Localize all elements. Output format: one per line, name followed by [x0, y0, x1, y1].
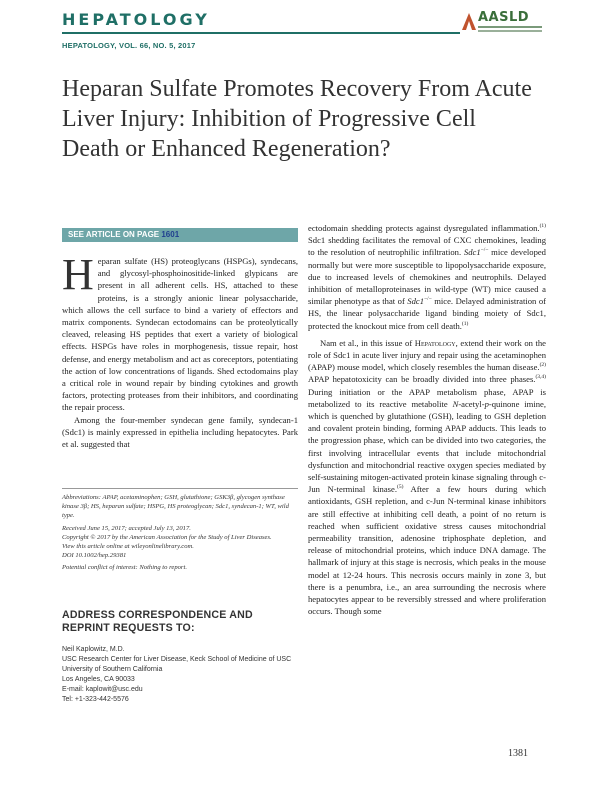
received-dates: Received June 15, 2017; accepted July 13, 2017. — [62, 524, 191, 532]
aasld-wordmark: AASLD — [478, 10, 530, 25]
see-article-banner[interactable] — [62, 228, 298, 242]
conflict-statement: Potential conflict of interest: Nothing to report. — [62, 564, 187, 572]
journal-name: HEPATOLOGY — [62, 10, 210, 29]
correspondence-heading: ADDRESS CORRESPONDENCE AND REPRINT REQUESTS TO: — [62, 609, 253, 634]
see-article-label: SEE ARTICLE ON PAGE — [68, 230, 160, 239]
correspondence-address — [62, 645, 298, 705]
left-column — [62, 250, 298, 450]
aasld-leaf-icon — [460, 10, 478, 32]
doi[interactable]: DOI 10.1002/hep.29381 — [62, 552, 127, 560]
body-paragraph: ectodomain shedding protects against dysregulated inflammation.$^{(1)}$ Sdc1 shedding facilitates the removal of CXC chemokines, leading to the resolution of neutrophilic infiltration. Sdc1−/− mice developed normally but were more susceptible to lipopolysaccharide exposure, due to increased levels of chemokines and neutrophils. Delayed inhibition of metalloproteinases in wild-type (WT) mice caused a similar phenotype as that of Sdc1−/− mice. Delayed administration of HS, the linear polysaccharide ligand binding moiety of Sdc1, protected the knockout mice from cell death.$^{(1)}$ — [308, 223, 546, 331]
copyright: Copyright © 2017 by the American Association for the Study of Liver Diseases. — [62, 533, 272, 541]
telephone: Tel: +1-323-442-5576 — [62, 696, 129, 703]
abbreviations: Abbreviations: APAP, acetaminophen; GSH, glutathione; GSK3β, glycogen synthase kinase 3β; HS, heparan sulfate; HSPG, HS proteoglycan; Sdc1, syndecan-1; WT, wild type. — [62, 494, 289, 520]
see-article-page-link[interactable]: 1601 — [161, 230, 180, 239]
intro-paragraph: Heparan sulfate (HS) proteoglycans (HSPGs), syndecans, and glycosyl-phosphoinositide-linked glypicans are present in all adherent cells. HS, attached to these proteins, is a strongly anionic linear polysaccharide, which allows the cell surface to bind a variety of effectors and matrix components. Syndecan ectodomains can be proteolytically cleaved, releasing HS peptides that exert a variety of biological effects. HSPGs have roles in morphogenesis, tissue repair, host defense, and energy metabolism and act as coreceptors, potentiating the action of low concentrations of ligands. Shed ectodomains play a critical role in wound repair by binding cytokines and growth factors, protecting proteases from their inhibitors, and coordinating the repair process. — [62, 250, 298, 413]
email[interactable]: E-mail: kaplowit@usc.edu — [62, 686, 143, 693]
journal-citation: HEPATOLOGY, VOL. 66, NO. 5, 2017 — [62, 41, 196, 50]
aasld-logo — [460, 10, 540, 40]
body-paragraph: Nam et al., in this issue of Hepatology, extend their work on the role of Sdc1 in acute liver injury and repair using the acetaminophen (APAP) mouse model, which closely resembles the human disease.$^{(2)}$ APAP hepatotoxicity can be broadly divided into three phases.$^{(3,4)}$ During initiation or the APAP metabolism phase, APAP is metabolized to its reactive metabolite N-acetyl-p-quinone imine, which is quenched by glutathione (GSH), leading to GSH depletion and covalent protein binding, forming APAP adducts. This leads to the progression phase, which can be divided into two categories, the first involving intracellular events that include mitochondrial dysfunction and mitochondrial reactive oxygen species mediated by self-sustaining mitogen-activated protein kinase signaling through c-Jun N-terminal kinase.$^{(5)}$ After a few hours during which antioxidants, GSH repletion, and c-Jun N-terminal kinase inhibitors are still effective at inhibiting cell death, a point of no return is reached when sufficient oxidative stress causes mitochondrial permeability transition, adenosine triphosphate depletion, and release of mitochondrial proteins, which induce DNA damage. The hallmark of injury at this stage is necrosis, which peaks in the mouse model at 12-24 hours. This necrosis occurs mainly in zone 3, but there is a penumbra, i.e., an area surrounding the necrosis where hepatocytes appear to be reversibly stressed and where proliferation occurs. Though some — [308, 337, 546, 617]
address-line: USC Research Center for Liver Disease, Keck School of Medicine of USC — [62, 656, 292, 663]
page-number: 1381 — [508, 748, 528, 759]
online-link[interactable]: View this article online at wileyonlinelibrary.com. — [62, 543, 194, 551]
address-line: University of Southern California — [62, 666, 163, 673]
right-column — [308, 222, 546, 618]
body-paragraph: Among the four-member syndecan gene family, syndecan-1 (Sdc1) is mainly expressed in epithelia including hepatocytes. Park et al. suggested that — [62, 414, 298, 450]
header-rule — [62, 32, 460, 34]
author-name: Neil Kaplowitz, M.D. — [62, 646, 125, 653]
article-title: Heparan Sulfate Promotes Recovery From Acute Liver Injury: Inhibition of Progressive Cell Death or Enhanced Regeneration? — [62, 76, 532, 162]
article-notes — [62, 488, 298, 576]
address-line: Los Angeles, CA 90033 — [62, 676, 135, 683]
drop-cap: H — [62, 250, 94, 299]
